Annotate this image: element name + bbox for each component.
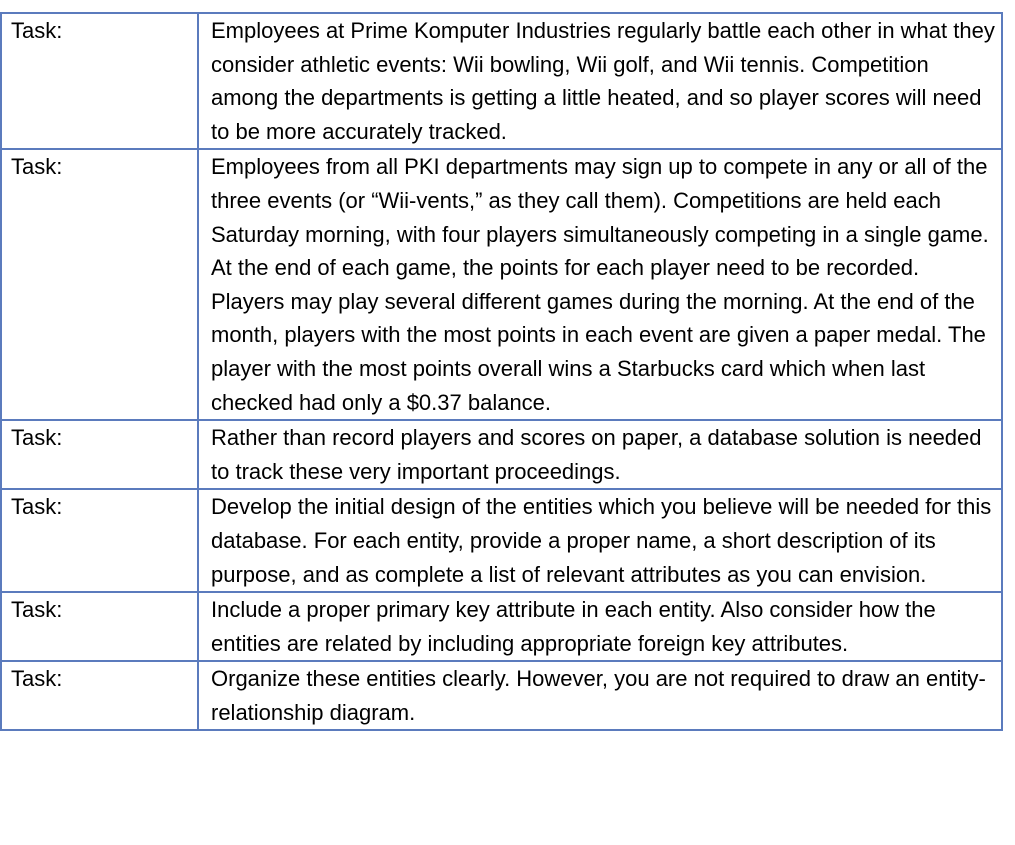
task-label: Task: (1, 489, 198, 592)
task-row (1, 420, 1002, 489)
task-description: Organize these entities clearly. However, you are not required to draw an entity-relationship diagram. (198, 661, 1002, 730)
task-table (0, 12, 1003, 731)
task-description: Employees at Prime Komputer Industries regularly battle each other in what they consider athletic events: Wii bowling, Wii golf, and Wii tennis. Competition among the departments is getting a little heated, and so player scores will need to be more accurately tracked. (198, 13, 1002, 149)
task-row (1, 592, 1002, 661)
task-description: Include a proper primary key attribute in each entity. Also consider how the entities are related by including appropriate foreign key attributes. (198, 592, 1002, 661)
task-label: Task: (1, 13, 198, 149)
task-label: Task: (1, 149, 198, 420)
task-row (1, 489, 1002, 592)
task-table-body (1, 13, 1002, 730)
task-description: Develop the initial design of the entities which you believe will be needed for this database. For each entity, provide a proper name, a short description of its purpose, and as complete a list of relevant attributes as you can envision. (198, 489, 1002, 592)
task-label: Task: (1, 592, 198, 661)
task-description: Rather than record players and scores on paper, a database solution is needed to track these very important proceedings. (198, 420, 1002, 489)
task-label: Task: (1, 661, 198, 730)
task-label: Task: (1, 420, 198, 489)
task-row (1, 661, 1002, 730)
task-description: Employees from all PKI departments may sign up to compete in any or all of the three events (or “Wii-vents,” as they call them). Competitions are held each Saturday morning, with four players simultaneously competing in a single game. At the end of each game, the points for each player need to be recorded. Players may play several different games during the morning. At the end of the month, players with the most points in each event are given a paper medal. The player with the most points overall wins a Starbucks card which when last checked had only a $0.37 balance. (198, 149, 1002, 420)
task-row (1, 149, 1002, 420)
task-row (1, 13, 1002, 149)
